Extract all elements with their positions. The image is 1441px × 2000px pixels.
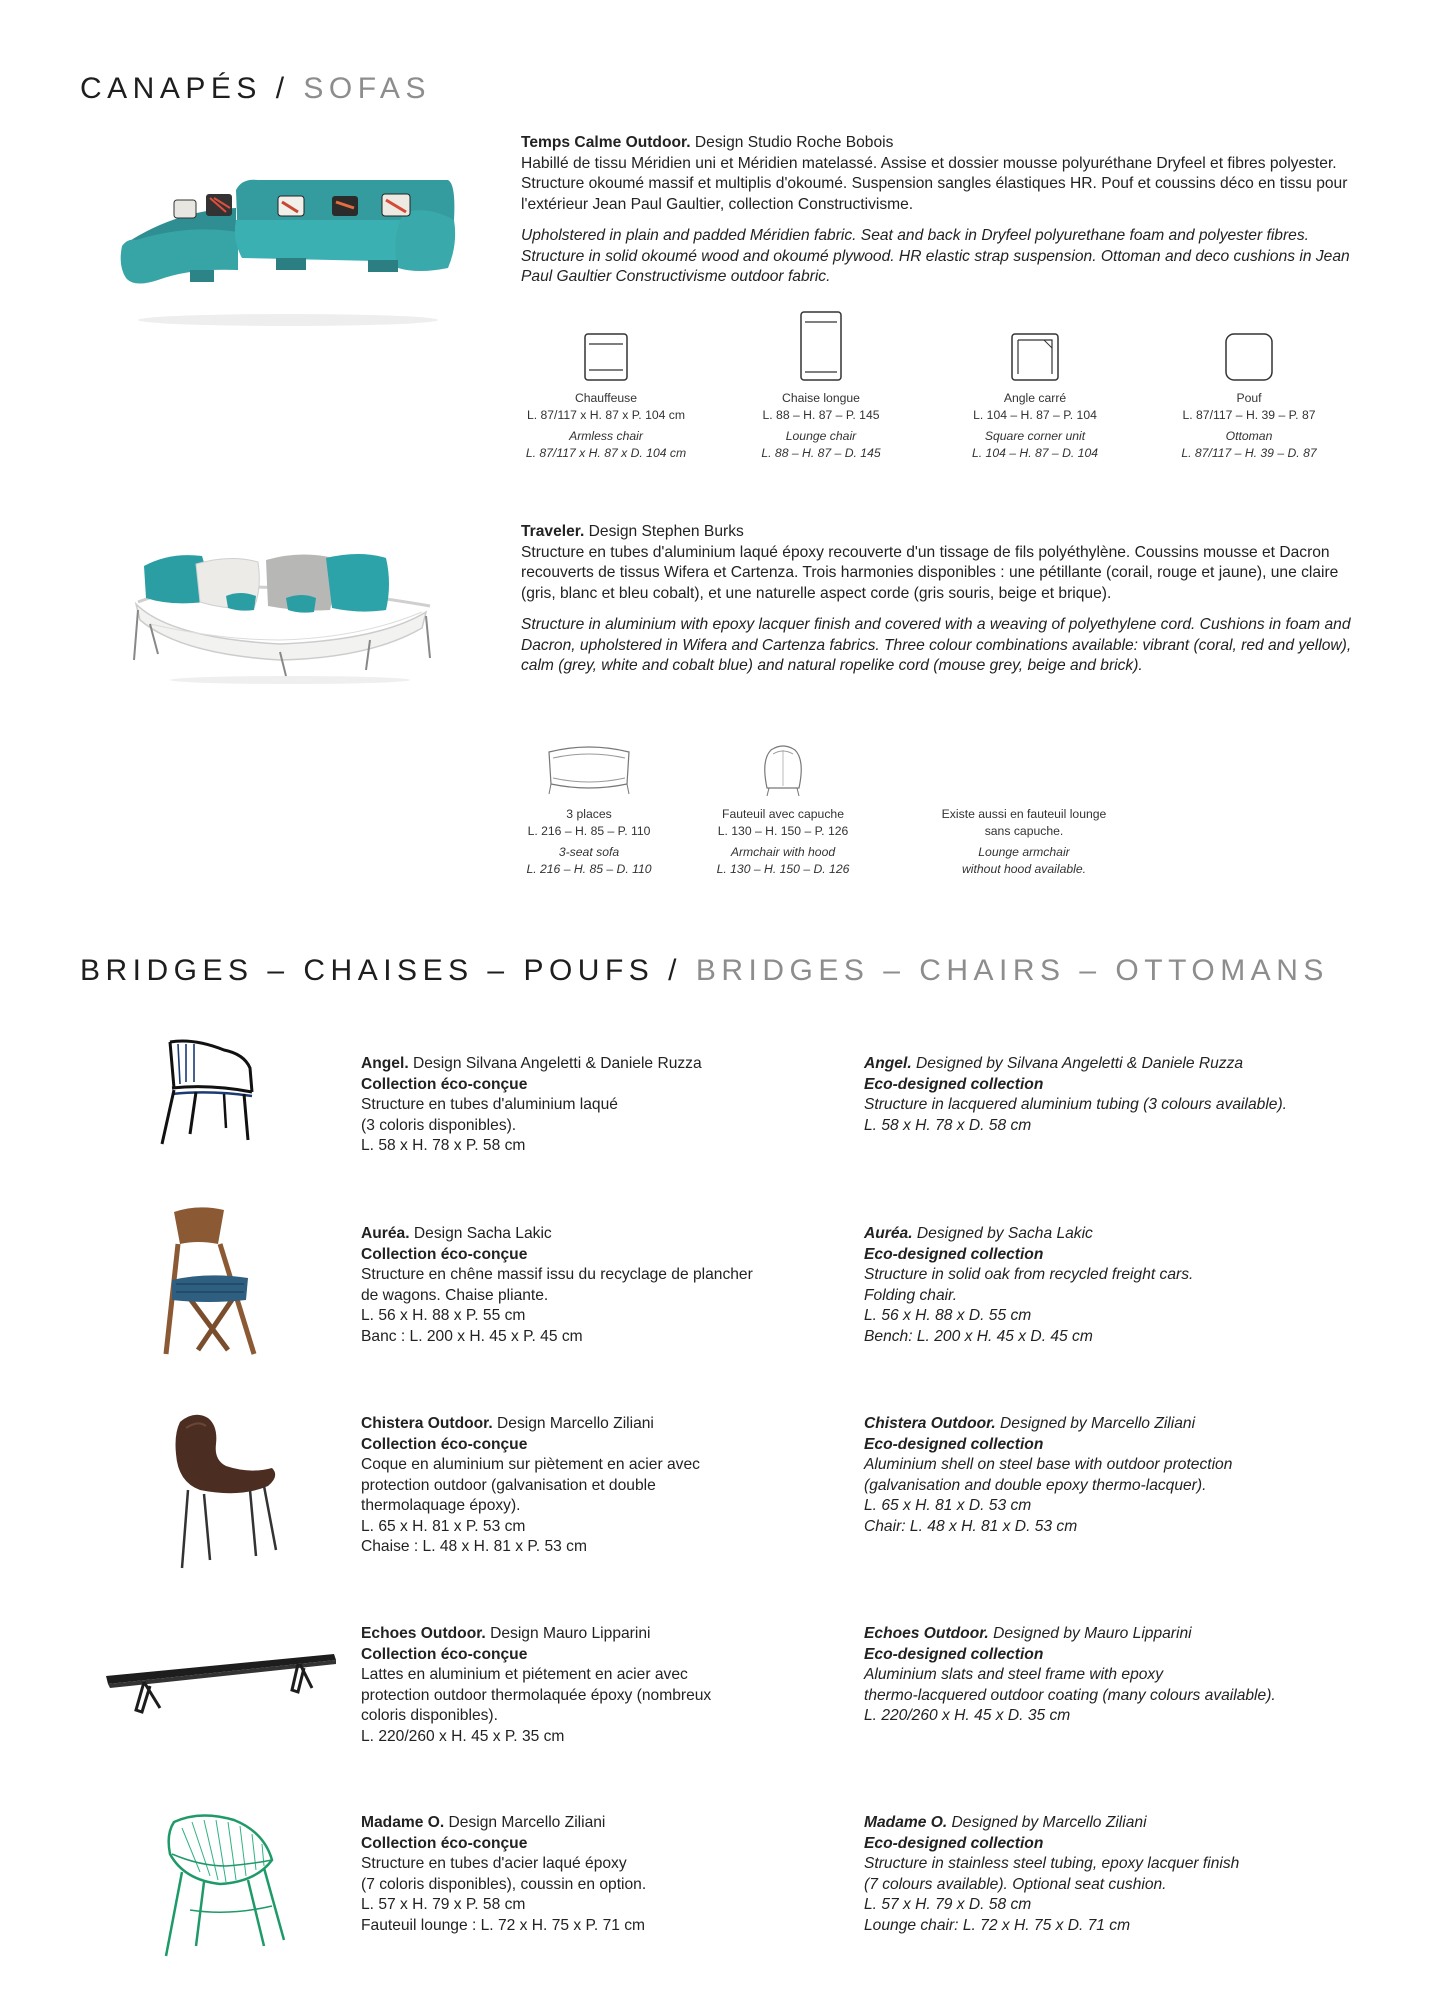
- collection-label: Eco-designed collection: [864, 1075, 1044, 1093]
- chairs-title-en: BRIDGES – CHAIRS – OTTOMANS: [695, 954, 1329, 987]
- variant-dims-en: L. 87/117 x H. 87 x D. 104 cm: [525, 445, 687, 460]
- chistera-fr-description: [361, 1414, 841, 1558]
- description-line: L. 58 x H. 78 x D. 58 cm: [864, 1116, 1032, 1134]
- description-line: Fauteuil lounge : L. 72 x H. 75 x P. 71 cm: [361, 1916, 646, 1934]
- product-name: Chistera Outdoor.: [864, 1415, 996, 1432]
- collection-label: Eco-designed collection: [864, 1834, 1044, 1852]
- product-designer: Designed by Sacha Lakic: [912, 1225, 1093, 1242]
- description-line: Structure en tubes d'acier laqué époxy: [361, 1855, 627, 1872]
- ottoman-module-icon: [1224, 310, 1274, 382]
- angel-fr-description: [361, 1054, 841, 1157]
- variant-name-fr: Existe aussi en fauteuil lounge: [941, 807, 1107, 821]
- black-wire-armchair-icon: [154, 1034, 264, 1151]
- description-fr: Structure en tubes d'aluminium laqué époxy recouverte d'un tissage de fils polyéthylène. Coussins mousse et Dacron recouverts de tissus Wifera et Cartenza. Trois harmonies disponibles : une pétillante (corail, rouge et jaune), une claire (gris, blanc et bleu cobalt), et une naturelle aspect corde (gris souris, beige et brique).: [521, 543, 1339, 602]
- description-line: Chaise : L. 48 x H. 81 x P. 53 cm: [361, 1538, 587, 1555]
- product-designer: Designed by Silvana Angeletti & Daniele Ruzza: [911, 1055, 1244, 1072]
- description-line: Banc : L. 200 x H. 45 x P. 45 cm: [361, 1327, 583, 1345]
- description-line: Structure in stainless steel tubing, epoxy lacquer finish: [864, 1855, 1240, 1872]
- description-line: Chair: L. 48 x H. 81 x D. 53 cm: [864, 1517, 1078, 1535]
- echoes-en-description: [864, 1624, 1384, 1727]
- variant-dims-en: L. 104 – H. 87 – D. 104: [971, 445, 1099, 460]
- variant-dims-fr: L. 87/117 – H. 39 – P. 87: [1182, 407, 1316, 422]
- collection-label: Eco-designed collection: [864, 1645, 1044, 1663]
- description-line: Structure en chêne massif issu du recyclage de plancher: [361, 1266, 753, 1283]
- description-line: Folding chair.: [864, 1286, 958, 1304]
- variant-pouf: [1154, 310, 1344, 461]
- variant-dims-en: without hood available.: [962, 861, 1086, 876]
- description-line: L. 65 x H. 81 x D. 53 cm: [864, 1497, 1032, 1514]
- variant-fauteuil-capuche: [688, 740, 878, 877]
- armchair-hood-sketch-icon: [753, 740, 813, 798]
- description-line: thermo-lacquered outdoor coating (many colours available).: [864, 1686, 1276, 1704]
- product-name: Traveler.: [521, 523, 585, 540]
- sofas-title-fr: CANAPÉS: [80, 72, 262, 105]
- title-separator: /: [275, 72, 290, 105]
- description-en: Structure in aluminium with epoxy lacquer finish and covered with a weaving of polyethylene cord. Cushions in foam and Dacron, upholstered in Wifera and Cartenza fabrics. Three colour combinations available: vibrant (coral, red and yellow), calm (grey, white and cobalt blue) and natural ropelike cord (mouse grey, beige and brick).: [521, 616, 1352, 674]
- description-line: coloris disponibles).: [361, 1707, 498, 1724]
- product-designer: Design Marcello Ziliani: [492, 1415, 654, 1432]
- variant-chaise-longue: [726, 310, 916, 461]
- product-name: Temps Calme Outdoor.: [521, 134, 691, 151]
- teal-sectional-sofa-icon: [118, 150, 458, 335]
- square-corner-module-icon: [1010, 310, 1060, 382]
- description-line: (7 colours available). Optional seat cushion.: [864, 1875, 1167, 1893]
- variant-name-fr: Chauffeuse: [574, 391, 638, 405]
- wooden-folding-chair-icon: [158, 1204, 274, 1365]
- product-designer: Design Silvana Angeletti & Daniele Ruzza: [408, 1055, 702, 1072]
- variant-angle-carre: [940, 310, 1130, 461]
- collection-label: Collection éco-conçue: [361, 1245, 528, 1263]
- variant-name-fr: Fauteuil avec capuche: [722, 807, 844, 821]
- description-line: L. 220/260 x H. 45 x P. 35 cm: [361, 1727, 565, 1745]
- variant-dims-fr: L. 87/117 x H. 87 x P. 104 cm: [526, 407, 686, 422]
- description-line: Lounge chair: L. 72 x H. 75 x D. 71 cm: [864, 1916, 1131, 1934]
- variant-name-fr: Chaise longue: [782, 391, 860, 405]
- description-line: L. 58 x H. 78 x P. 58 cm: [361, 1137, 526, 1154]
- description-line: thermolaquage époxy).: [361, 1497, 521, 1514]
- variant-dims-en: L. 216 – H. 85 – D. 110: [526, 861, 652, 876]
- product-name: Echoes Outdoor.: [361, 1625, 486, 1642]
- description-line: Structure in lacquered aluminium tubing (3 colours available).: [864, 1096, 1287, 1113]
- product-designer: Designed by Mauro Lipparini: [988, 1625, 1192, 1642]
- sofas-section-title: [80, 72, 431, 106]
- description-line: Aluminium slats and steel frame with epoxy: [864, 1666, 1164, 1683]
- traveler-description: [521, 522, 1361, 677]
- chairs-section-title: [80, 954, 1329, 988]
- product-name: Auréa.: [361, 1225, 410, 1242]
- variant-name-en: 3-seat sofa: [558, 845, 620, 859]
- collection-label: Collection éco-conçue: [361, 1075, 528, 1093]
- variant-name-en: Ottoman: [1225, 429, 1273, 443]
- chistera-en-description: [864, 1414, 1384, 1537]
- product-name: Angel.: [361, 1055, 409, 1072]
- description-line: de wagons. Chaise pliante.: [361, 1286, 549, 1304]
- collection-label: Eco-designed collection: [864, 1435, 1044, 1453]
- chairs-title-fr: BRIDGES – CHAISES – POUFS: [80, 954, 655, 987]
- description-line: L. 57 x H. 79 x D. 58 cm: [864, 1896, 1032, 1913]
- variant-dims-fr: L. 88 – H. 87 – P. 145: [762, 407, 880, 422]
- variant-dims-en: L. 130 – H. 150 – D. 126: [716, 861, 850, 876]
- variant-dims-fr: L. 216 – H. 85 – P. 110: [527, 823, 651, 838]
- echoes-fr-description: [361, 1624, 841, 1747]
- armless-chair-module-icon: [583, 310, 629, 382]
- description-line: L. 56 x H. 88 x D. 55 cm: [864, 1307, 1032, 1324]
- description-line: Structure en tubes d'aluminium laqué: [361, 1096, 618, 1113]
- description-line: Bench: L. 200 x H. 45 x D. 45 cm: [864, 1327, 1093, 1345]
- temps-calme-description: [521, 133, 1361, 288]
- variant-name-fr: Angle carré: [1003, 391, 1067, 405]
- product-name: Madame O.: [361, 1814, 445, 1831]
- variant-dims-en: L. 88 – H. 87 – D. 145: [761, 445, 881, 460]
- description-line: (galvanisation and double epoxy thermo-lacquer).: [864, 1476, 1207, 1494]
- product-designer: Design Studio Roche Bobois: [690, 134, 894, 151]
- white-woven-sofa-icon: [130, 540, 440, 690]
- description-line: L. 220/260 x H. 45 x D. 35 cm: [864, 1707, 1071, 1724]
- title-separator: /: [668, 954, 682, 987]
- variant-3-places: [494, 740, 684, 877]
- description-line: Lattes en aluminium et piétement en acier avec: [361, 1666, 688, 1683]
- variant-dims-en: L. 87/117 – H. 39 – D. 87: [1181, 445, 1317, 460]
- black-bench-icon: [102, 1646, 340, 1721]
- sofas-title-en: SOFAS: [303, 72, 431, 105]
- product-designer: Designed by Marcello Ziliani: [995, 1415, 1196, 1432]
- aurea-en-description: [864, 1224, 1384, 1347]
- aurea-fr-description: [361, 1224, 841, 1347]
- three-seat-sofa-sketch-icon: [543, 740, 635, 798]
- product-name: Auréa.: [864, 1225, 913, 1242]
- product-designer: Design Stephen Burks: [584, 523, 744, 540]
- variant-dims-fr: L. 130 – H. 150 – P. 126: [717, 823, 849, 838]
- description-line: L. 56 x H. 88 x P. 55 cm: [361, 1307, 526, 1324]
- variant-name-en: Lounge chair: [785, 429, 857, 443]
- variant-name-en: Armless chair: [569, 429, 643, 443]
- description-line: (3 coloris disponibles).: [361, 1116, 517, 1134]
- madame-o-en-description: [864, 1813, 1384, 1936]
- product-name: Madame O.: [864, 1814, 948, 1831]
- product-name: Echoes Outdoor.: [864, 1625, 989, 1642]
- variant-dims-fr: sans capuche.: [984, 823, 1064, 838]
- description-line: Coque en aluminium sur piètement en acier avec: [361, 1456, 700, 1473]
- description-line: Aluminium shell on steel base with outdoor protection: [864, 1456, 1233, 1473]
- description-line: (7 coloris disponibles), coussin en option.: [361, 1875, 647, 1893]
- product-designer: Design Marcello Ziliani: [444, 1814, 606, 1831]
- variant-lounge-note: [908, 806, 1140, 877]
- collection-label: Collection éco-conçue: [361, 1435, 528, 1453]
- collection-label: Collection éco-conçue: [361, 1834, 528, 1852]
- variant-dims-fr: L. 104 – H. 87 – P. 104: [973, 407, 1097, 422]
- variant-name-en: Lounge armchair: [978, 845, 1070, 859]
- description-line: Structure in solid oak from recycled freight cars.: [864, 1266, 1194, 1283]
- green-wire-lounge-chair-icon: [160, 1810, 290, 1965]
- collection-label: Eco-designed collection: [864, 1245, 1044, 1263]
- description-en: Upholstered in plain and padded Méridien fabric. Seat and back in Dryfeel polyurethane foam and polyester fibres. Structure in solid okoumé wood and okoumé plywood. HR elastic strap suspension. Ottoman and deco cushions in Jean Paul Gaultier Constructivisme outdoor fabric.: [521, 227, 1350, 285]
- product-designer: Design Mauro Lipparini: [485, 1625, 651, 1642]
- description-line: protection outdoor (galvanisation et double: [361, 1476, 656, 1494]
- angel-en-description: [864, 1054, 1384, 1136]
- variant-chauffeuse: [511, 310, 701, 461]
- variant-name-fr: Pouf: [1236, 391, 1262, 405]
- lounge-chair-module-icon: [798, 310, 844, 382]
- brown-shell-chair-icon: [160, 1410, 286, 1575]
- collection-label: Collection éco-conçue: [361, 1645, 528, 1663]
- product-name: Angel.: [864, 1055, 912, 1072]
- variant-name-en: Square corner unit: [984, 429, 1086, 443]
- product-designer: Designed by Marcello Ziliani: [947, 1814, 1147, 1831]
- product-designer: Design Sacha Lakic: [409, 1225, 552, 1242]
- variant-name-fr: 3 places: [566, 807, 612, 821]
- product-name: Chistera Outdoor.: [361, 1415, 493, 1432]
- description-line: L. 65 x H. 81 x P. 53 cm: [361, 1517, 526, 1535]
- description-fr: Habillé de tissu Méridien uni et Méridien matelassé. Assise et dossier mousse polyuréthane Dryfeel et fibres polyester. Structure okoumé massif et multiplis d'okoumé. Suspension sangles élastiques HR. Pouf et coussins déco en tissu pour l'extérieur Jean Paul Gaultier, collection Constructivisme.: [521, 154, 1348, 213]
- variant-name-en: Armchair with hood: [730, 845, 836, 859]
- description-line: protection outdoor thermolaquée époxy (nombreux: [361, 1686, 712, 1704]
- description-line: L. 57 x H. 79 x P. 58 cm: [361, 1896, 526, 1913]
- madame-o-fr-description: [361, 1813, 841, 1936]
